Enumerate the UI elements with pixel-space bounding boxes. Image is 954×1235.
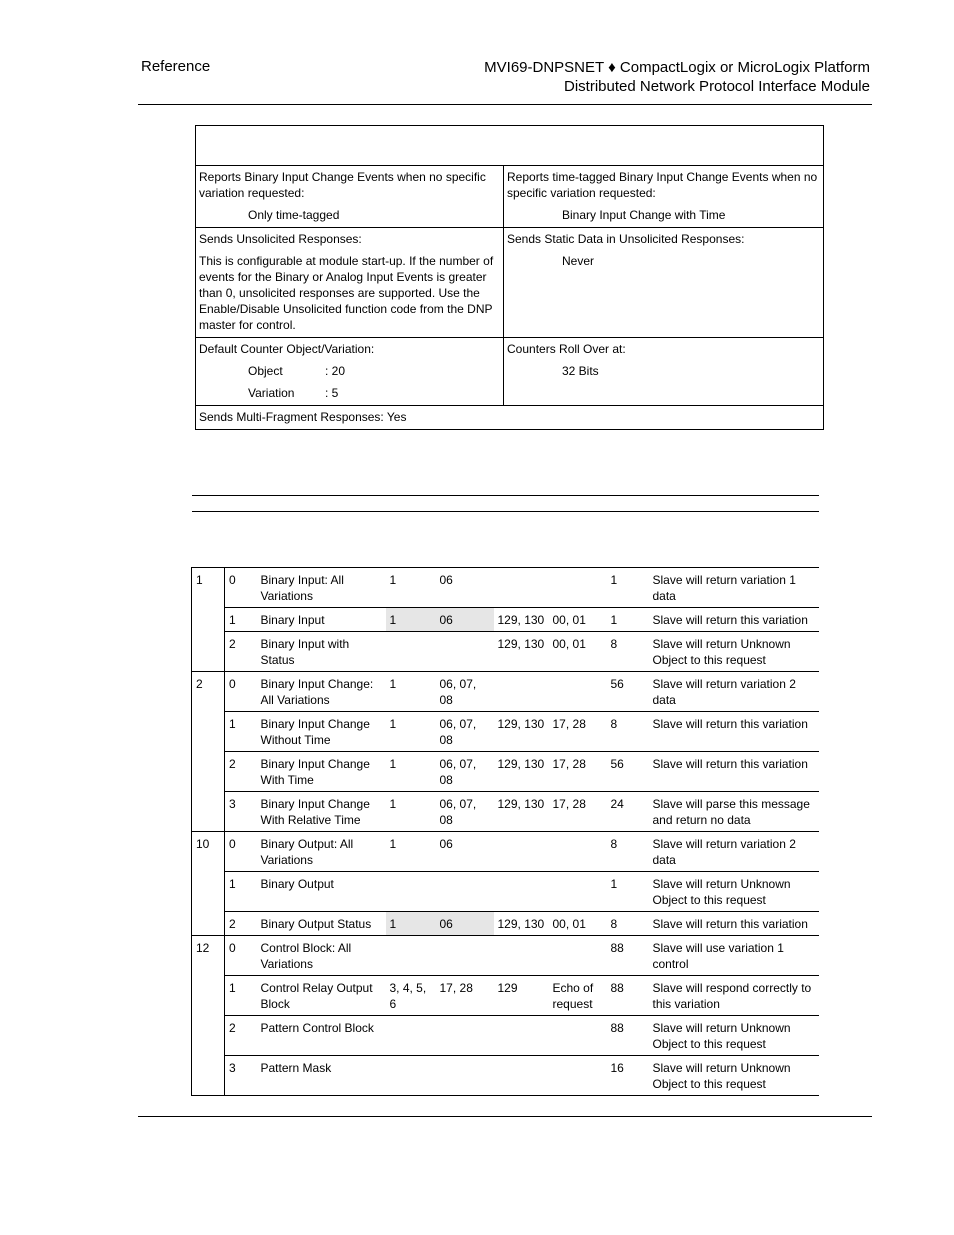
response-qualifier-codes-cell: 00, 01 [549, 608, 607, 632]
footer-divider [138, 1116, 872, 1117]
description-cell: Pattern Control Block [257, 1016, 386, 1056]
description-cell: Binary Output: All Variations [257, 832, 386, 872]
description-cell: Binary Output Status [257, 912, 386, 936]
header-title-line-1: MVI69-DNPSNET ♦ CompactLogix or MicroLogix Platform [484, 59, 870, 76]
description-cell: Binary Input: All Variations [257, 568, 386, 608]
description-cell: Binary Input Change With Time [257, 752, 386, 792]
variation-cell: 3 [225, 792, 257, 832]
notes-cell: Slave will return variation 2 data [649, 672, 819, 712]
request-qualifier-codes-cell: 06, 07, 08 [436, 672, 494, 712]
request-qualifier-codes-cell [436, 936, 494, 976]
bits-cell: 1 [607, 872, 649, 912]
table-row [192, 672, 819, 712]
response-function-codes-cell: 129, 130 [494, 792, 549, 832]
binary-change-events-cell: Reports Binary Input Change Events when no specific variation requested: Only time-tagged [196, 166, 504, 228]
request-qualifier-codes-cell: 06 [436, 832, 494, 872]
response-qualifier-codes-cell: 17, 28 [549, 792, 607, 832]
response-qualifier-codes-cell [549, 672, 607, 712]
response-qualifier-codes-cell [549, 568, 607, 608]
table-row [192, 568, 819, 608]
response-qualifier-codes-cell: 00, 01 [549, 912, 607, 936]
table-row [192, 1056, 819, 1096]
request-qualifier-codes-cell: 06 [436, 608, 494, 632]
request-function-codes-cell [386, 1016, 436, 1056]
bits-cell: 88 [607, 936, 649, 976]
request-function-codes-cell: 1 [386, 832, 436, 872]
response-function-codes-cell [494, 832, 549, 872]
object-number-cell [192, 712, 225, 752]
description-cell: Binary Input with Status [257, 632, 386, 672]
table-title-row [196, 126, 824, 166]
notes-cell: Slave will return Unknown Object to this request [649, 1016, 819, 1056]
variation-cell: 1 [225, 712, 257, 752]
table-row [192, 712, 819, 752]
request-function-codes-cell: 1 [386, 608, 436, 632]
response-qualifier-codes-cell [549, 936, 607, 976]
device-profile-table [195, 125, 824, 430]
multi-fragment-cell: Sends Multi-Fragment Responses: Yes [196, 406, 824, 430]
header-title-line-2: Distributed Network Protocol Interface Module [564, 78, 870, 95]
notes-cell: Slave will use variation 1 control [649, 936, 819, 976]
object-number-cell [192, 912, 225, 936]
unsolicited-responses-cell: Sends Unsolicited Responses: This is configurable at module start-up. If the number of events for the Binary or Analog Input Events is greater than 0, unsolicited responses are supported. Use the Enable/Disable Unsolicited function code from the DNP master for control. [196, 228, 504, 338]
notes-cell: Slave will return Unknown Object to this request [649, 872, 819, 912]
notes-cell: Slave will return variation 1 data [649, 568, 819, 608]
bits-cell: 8 [607, 912, 649, 936]
description-cell: Binary Input Change Without Time [257, 712, 386, 752]
variation-cell: 2 [225, 912, 257, 936]
request-qualifier-codes-cell: 06 [436, 912, 494, 936]
response-qualifier-codes-cell: 17, 28 [549, 712, 607, 752]
request-function-codes-cell: 3, 4, 5, 6 [386, 976, 436, 1016]
request-function-codes-cell: 1 [386, 792, 436, 832]
object-number-cell [192, 1056, 225, 1096]
variation-cell: 1 [225, 608, 257, 632]
request-qualifier-codes-cell: 06, 07, 08 [436, 712, 494, 752]
request-qualifier-codes-cell [436, 1056, 494, 1096]
variation-cell: 2 [225, 1016, 257, 1056]
object-implementation-table [191, 495, 819, 1096]
description-cell: Binary Input Change With Relative Time [257, 792, 386, 832]
request-function-codes-cell: 1 [386, 752, 436, 792]
static-data-cell: Sends Static Data in Unsolicited Responses: Never [504, 228, 824, 338]
time-tagged-events-cell: Reports time-tagged Binary Input Change Events when no specific variation requested: Binary Input Change with Time [504, 166, 824, 228]
bits-cell: 56 [607, 672, 649, 712]
response-function-codes-cell: 129, 130 [494, 752, 549, 792]
response-qualifier-codes-cell: Echo of request [549, 976, 607, 1016]
bits-cell: 8 [607, 832, 649, 872]
request-qualifier-codes-cell [436, 632, 494, 672]
request-function-codes-cell [386, 872, 436, 912]
bits-cell: 1 [607, 608, 649, 632]
request-function-codes-cell: 1 [386, 712, 436, 752]
object-number-cell: 10 [192, 832, 225, 872]
counters-rollover-cell: Counters Roll Over at: 32 Bits [504, 338, 824, 406]
notes-cell: Slave will return this variation [649, 608, 819, 632]
object-number-cell [192, 632, 225, 672]
object-number-cell [192, 752, 225, 792]
response-function-codes-cell: 129, 130 [494, 712, 549, 752]
response-qualifier-codes-cell: 00, 01 [549, 632, 607, 672]
notes-cell: Slave will return Unknown Object to this request [649, 1056, 819, 1096]
request-function-codes-cell [386, 1056, 436, 1096]
table-row [192, 632, 819, 672]
object-number-cell: 12 [192, 936, 225, 976]
bits-cell: 16 [607, 1056, 649, 1096]
variation-cell: 0 [225, 832, 257, 872]
notes-cell: Slave will respond correctly to this variation [649, 976, 819, 1016]
table-row [196, 406, 824, 430]
response-function-codes-cell [494, 568, 549, 608]
variation-cell: 0 [225, 672, 257, 712]
request-function-codes-cell: 1 [386, 672, 436, 712]
variation-cell: 1 [225, 976, 257, 1016]
request-qualifier-codes-cell: 17, 28 [436, 976, 494, 1016]
notes-cell: Slave will return variation 2 data [649, 832, 819, 872]
request-qualifier-codes-cell: 06, 07, 08 [436, 792, 494, 832]
object-number-cell [192, 976, 225, 1016]
bits-cell: 88 [607, 976, 649, 1016]
notes-cell: Slave will return this variation [649, 712, 819, 752]
object-number-cell [192, 608, 225, 632]
table-row [192, 872, 819, 912]
response-qualifier-codes-cell [549, 872, 607, 912]
response-function-codes-cell [494, 1016, 549, 1056]
request-function-codes-cell: 1 [386, 912, 436, 936]
variation-cell: 1 [225, 872, 257, 912]
response-qualifier-codes-cell [549, 832, 607, 872]
notes-cell: Slave will parse this message and return no data [649, 792, 819, 832]
description-cell: Binary Input [257, 608, 386, 632]
response-function-codes-cell: 129, 130 [494, 608, 549, 632]
variation-cell: 3 [225, 1056, 257, 1096]
object-number-cell: 2 [192, 672, 225, 712]
request-function-codes-cell [386, 632, 436, 672]
table-row [192, 1016, 819, 1056]
notes-cell: Slave will return this variation [649, 752, 819, 792]
header-section-title: Reference [141, 58, 211, 75]
bits-cell: 56 [607, 752, 649, 792]
table-header-row [192, 512, 819, 568]
description-cell: Binary Output [257, 872, 386, 912]
object-number-cell [192, 792, 225, 832]
table-row [192, 976, 819, 1016]
response-qualifier-codes-cell [549, 1016, 607, 1056]
table-row [196, 228, 824, 338]
request-function-codes-cell: 1 [386, 568, 436, 608]
response-function-codes-cell: 129, 130 [494, 632, 549, 672]
object-number-cell [192, 1016, 225, 1056]
notes-cell: Slave will return Unknown Object to this request [649, 632, 819, 672]
header-divider [138, 104, 872, 105]
variation-cell: 2 [225, 632, 257, 672]
bits-cell: 8 [607, 712, 649, 752]
table-row [192, 832, 819, 872]
request-qualifier-codes-cell: 06 [436, 568, 494, 608]
variation-cell: 0 [225, 568, 257, 608]
table-row [192, 752, 819, 792]
table-row [192, 608, 819, 632]
response-function-codes-cell: 129, 130 [494, 912, 549, 936]
table-row [196, 166, 824, 228]
response-function-codes-cell [494, 672, 549, 712]
table-title-row [192, 496, 819, 512]
variation-cell: 0 [225, 936, 257, 976]
table-row [192, 912, 819, 936]
notes-cell: Slave will return this variation [649, 912, 819, 936]
description-cell: Control Relay Output Block [257, 976, 386, 1016]
bits-cell: 1 [607, 568, 649, 608]
request-function-codes-cell [386, 936, 436, 976]
request-qualifier-codes-cell [436, 1016, 494, 1056]
bits-cell: 24 [607, 792, 649, 832]
response-function-codes-cell [494, 936, 549, 976]
header-document-title [484, 58, 870, 96]
object-number-cell: 1 [192, 568, 225, 608]
response-function-codes-cell [494, 872, 549, 912]
description-cell: Control Block: All Variations [257, 936, 386, 976]
request-qualifier-codes-cell: 06, 07, 08 [436, 752, 494, 792]
request-qualifier-codes-cell [436, 872, 494, 912]
description-cell: Pattern Mask [257, 1056, 386, 1096]
bits-cell: 88 [607, 1016, 649, 1056]
response-qualifier-codes-cell [549, 1056, 607, 1096]
table-row [196, 338, 824, 406]
response-qualifier-codes-cell: 17, 28 [549, 752, 607, 792]
table-row [192, 792, 819, 832]
response-function-codes-cell: 129 [494, 976, 549, 1016]
variation-cell: 2 [225, 752, 257, 792]
default-counter-cell: Default Counter Object/Variation: Object : 20 Variation : 5 [196, 338, 504, 406]
response-function-codes-cell [494, 1056, 549, 1096]
table-row [192, 936, 819, 976]
description-cell: Binary Input Change: All Variations [257, 672, 386, 712]
object-number-cell [192, 872, 225, 912]
bits-cell: 8 [607, 632, 649, 672]
